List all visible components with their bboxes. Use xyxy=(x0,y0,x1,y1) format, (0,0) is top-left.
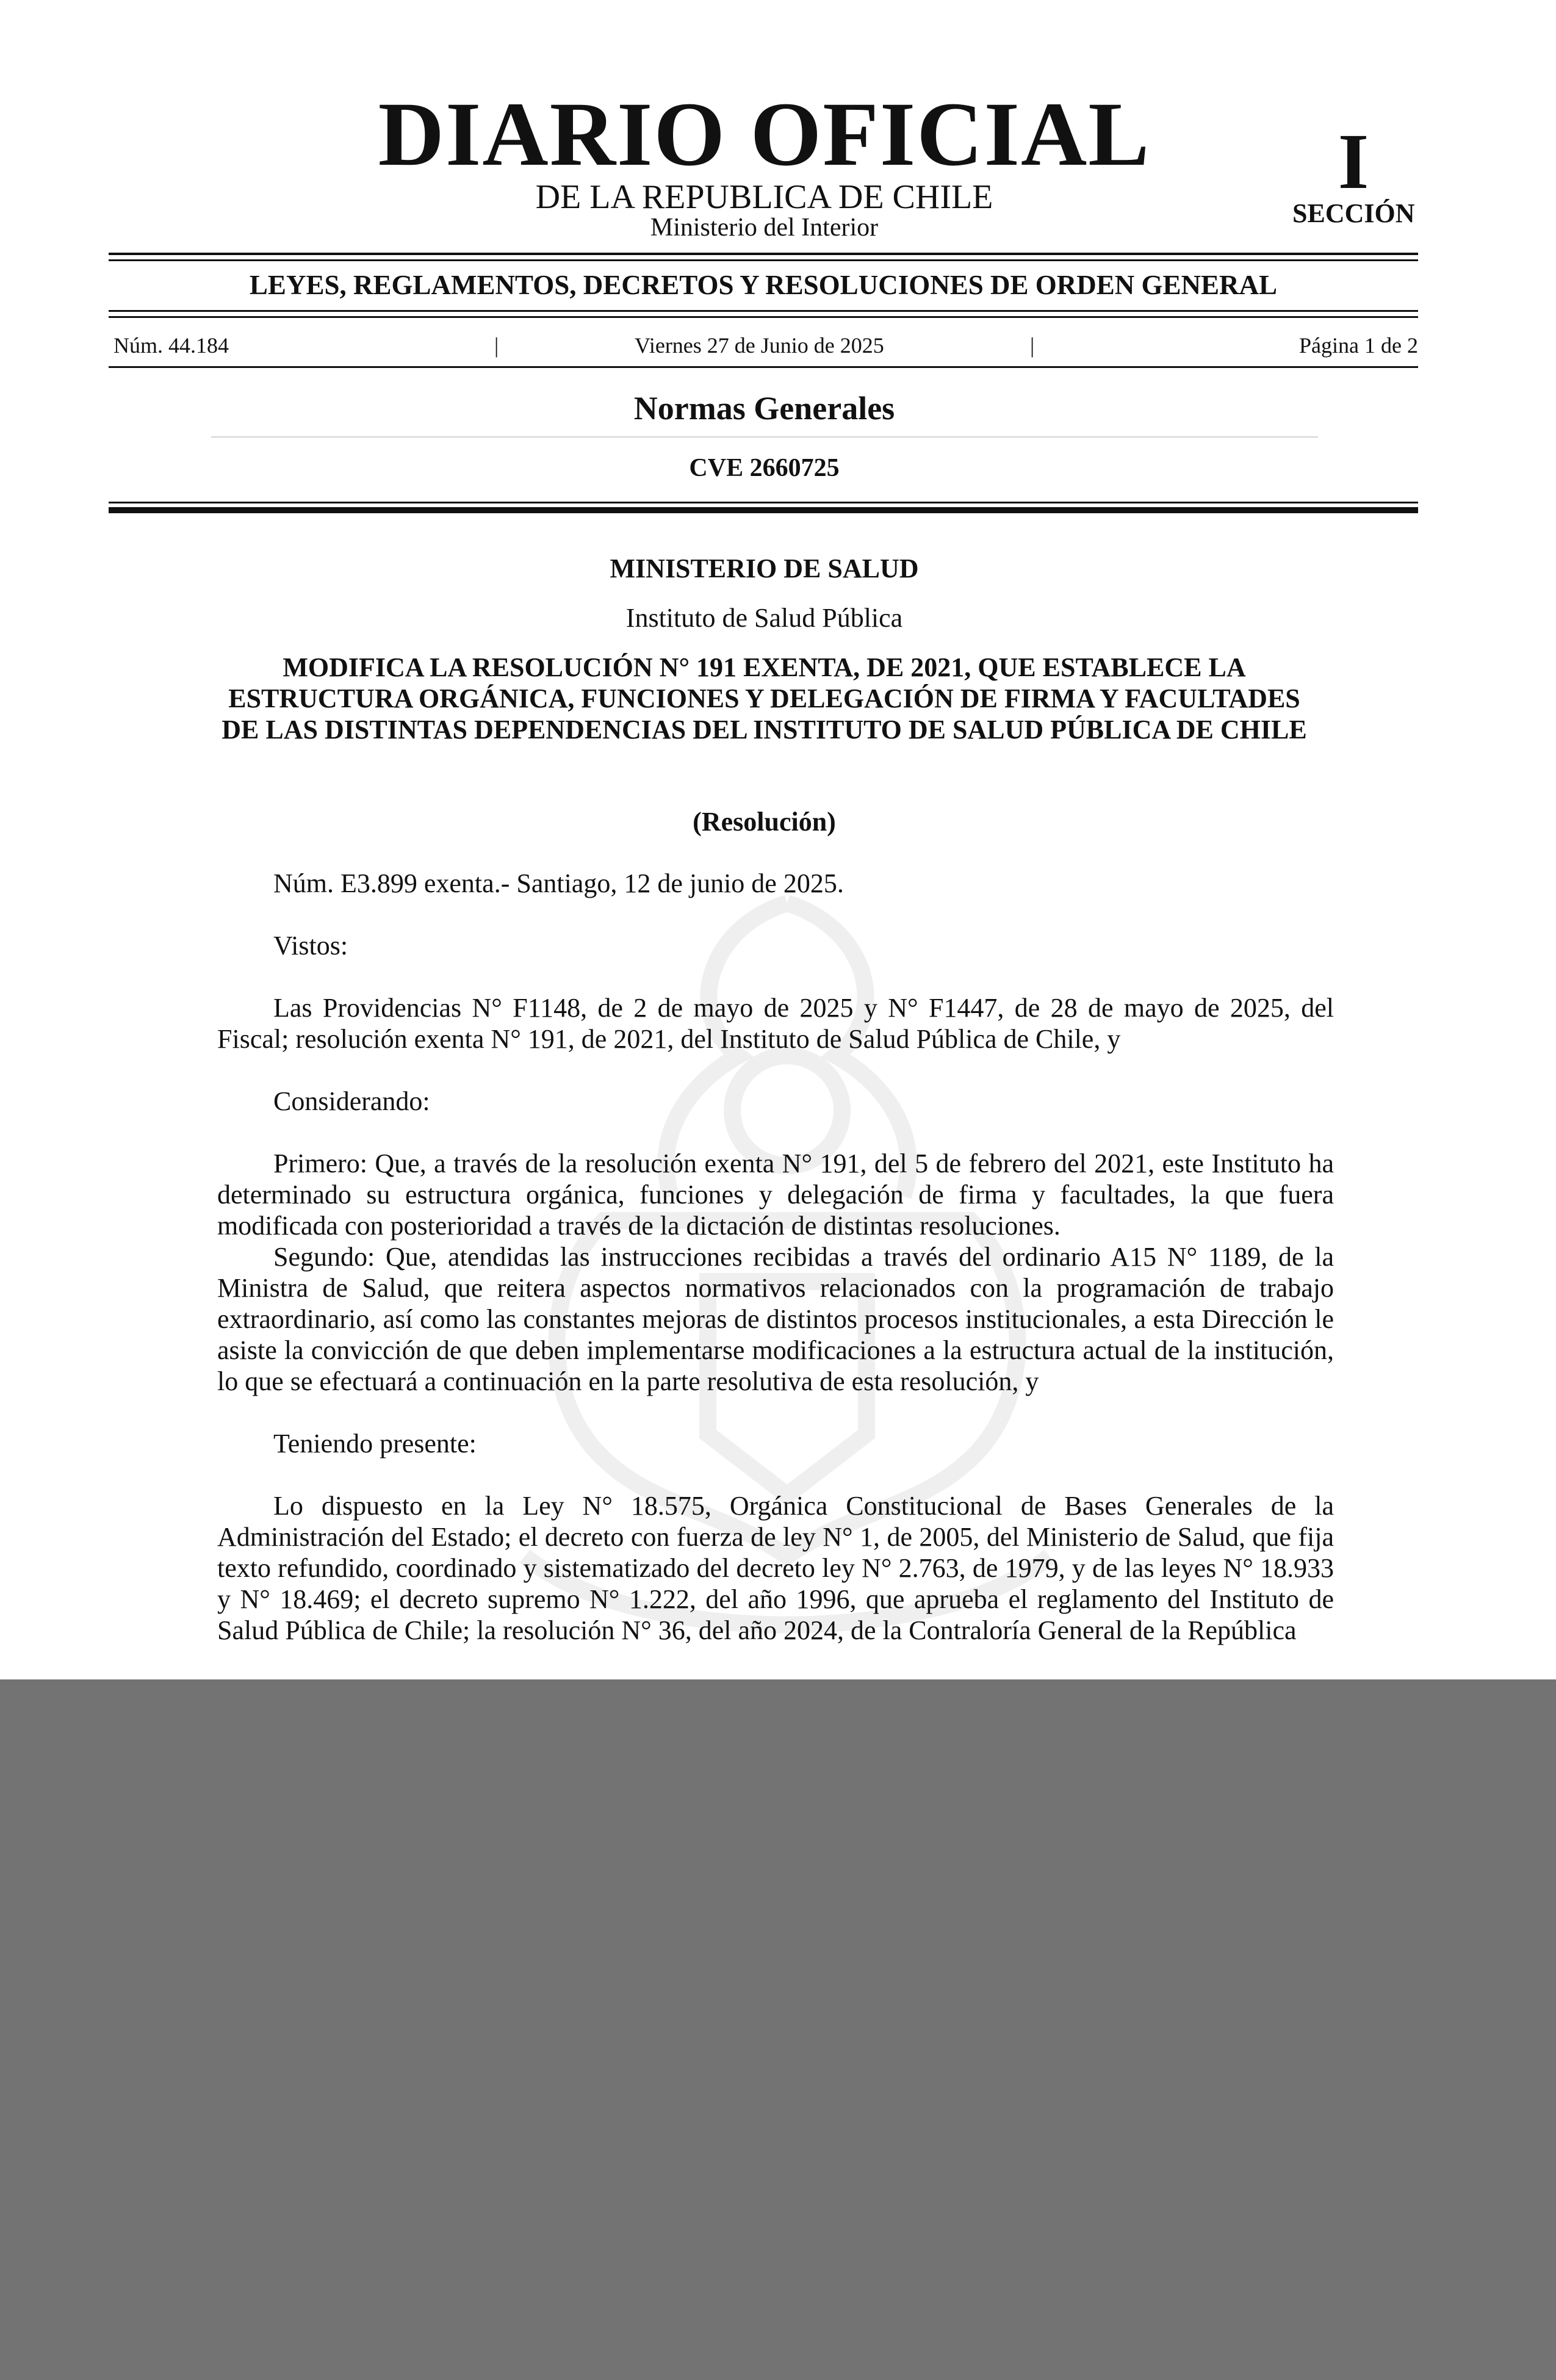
issue-date: Viernes 27 de Junio de 2025 xyxy=(635,333,884,358)
header-rule-top-2 xyxy=(109,259,1418,261)
resolution-number: Núm. E3.899 exenta.- Santiago, 12 de junio de 2025. xyxy=(273,868,844,898)
section-heading: Normas Generales xyxy=(633,390,895,427)
blank-overlay xyxy=(0,1679,1556,2380)
cve-rule-thin xyxy=(109,502,1418,503)
masthead-title: DIARIO OFICIAL xyxy=(378,84,1151,185)
page-indicator: Página 1 de 2 xyxy=(1299,333,1418,358)
band-rule-2 xyxy=(109,316,1418,318)
paragraph-teniendo-presente: Lo dispuesto en la Ley N° 18.575, Orgánica Constitucional de Bases Generales de la Administración del Estado; el decreto con fuerza de ley N° 1, de 2005, del Ministerio de Salud, que fija texto refundido, coordinado y sistematizado del decreto ley N° 2.763, de 1979, y de las leyes N° 18.933 y N° 18.469; el decreto supremo N° 1.222, del año 1996, que aprueba el reglamento del Instituto de Salud Pública de Chile; la resolución N° 36, del año 2024, de la Contraloría General de la República xyxy=(217,1491,1334,1645)
info-separator: | xyxy=(494,333,499,358)
masthead-subtitle: DE LA REPUBLICA DE CHILE xyxy=(535,178,993,216)
paragraph-segundo: Segundo: Que, atendidas las instrucciones recibidas a través del ordinario A15 N° 1189, de la Ministra de Salud, que reitera aspectos normativos relacionados con la programación de trabajo extraordinario, así como las constantes mejoras de distintos procesos institucionales, a esta Dirección le asiste la convicción de que deben implementarse modificaciones a la estructura actual de la institución, lo que se efectuará a continuación en la parte resolutiva de esta resolución, y xyxy=(217,1242,1334,1396)
cve-rule-thick xyxy=(109,507,1418,513)
masthead-ministry: Ministerio del Interior xyxy=(650,214,879,242)
header-rule-top-1 xyxy=(109,253,1418,255)
document-title: MODIFICA LA RESOLUCIÓN N° 191 EXENTA, DE 2021, QUE ESTABLECE LA ESTRUCTURA ORGÁNICA, FUNCIONES Y DELEGACIÓN DE FIRMA Y FACULTADES DE LAS DISTINTAS DEPENDENCIAS DEL INSTITUTO DE SALUD PÚBLICA DE CHILE xyxy=(222,652,1307,745)
document-body xyxy=(217,868,1334,1646)
paragraph-primero: Primero: Que, a través de la resolución exenta N° 191, del 5 de febrero del 2021, este Instituto ha determinado su estructura orgánica, funciones y delegación de firma y facultades, la que fuera modificada con posterioridad a través de la dictación de distintas resoluciones. xyxy=(217,1149,1334,1241)
issuing-ministry: MINISTERIO DE SALUD xyxy=(610,554,919,583)
document-type: (Resolución) xyxy=(693,807,836,837)
issue-number: Núm. 44.184 xyxy=(113,333,229,358)
paragraph-vistos: Las Providencias N° F1148, de 2 de mayo de 2025 y N° F1447, de 28 de mayo de 2025, del Fiscal; resolución exenta N° 191, de 2021, del Instituto de Salud Pública de Chile, y xyxy=(217,993,1334,1054)
cve-code: CVE 2660725 xyxy=(689,454,840,482)
issuing-institute: Instituto de Salud Pública xyxy=(625,603,903,633)
band-title: LEYES, REGLAMENTOS, DECRETOS Y RESOLUCIONES DE ORDEN GENERAL xyxy=(249,270,1278,300)
section-divider xyxy=(211,436,1318,438)
heading-teniendo-presente: Teniendo presente: xyxy=(273,1429,477,1459)
section-numeral: I xyxy=(1338,118,1369,206)
section-label: SECCIÓN xyxy=(1292,198,1415,228)
band-rule-1 xyxy=(109,310,1418,312)
heading-considerando: Considerando: xyxy=(273,1086,430,1116)
info-separator: | xyxy=(1030,333,1035,358)
info-rule xyxy=(109,366,1418,368)
heading-vistos: Vistos: xyxy=(273,931,348,961)
